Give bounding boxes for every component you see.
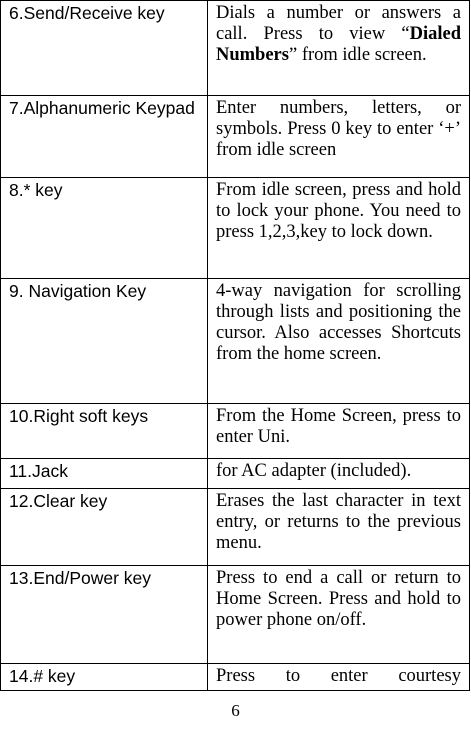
description-text: Dials a number or answers a call. Press to view “ [216, 3, 461, 44]
key-name-cell: 9. Navigation Key [1, 279, 208, 404]
key-description-cell: 4-way navigation for scrolling through lists and positioning the cursor. Also accesses Shortcuts from the home screen. [208, 279, 470, 404]
key-name-cell: 13.End/Power key [1, 566, 208, 664]
key-description-cell: From idle screen, press and hold to lock your phone. You need to press 1,2,3,key to lock down. [208, 178, 470, 279]
table-row [1, 489, 470, 566]
key-description-cell: Press to end a call or return to Home Screen. Press and hold to power phone on/off. [208, 566, 470, 664]
table-row [1, 96, 470, 178]
table-row [1, 664, 470, 691]
key-name-cell: 12.Clear key [1, 489, 208, 566]
key-name-cell: 10.Right soft keys [1, 404, 208, 459]
table-row [1, 404, 470, 459]
table-row [1, 178, 470, 279]
key-name-cell: 11.Jack [1, 459, 208, 489]
table-row [1, 1, 470, 96]
key-description-cell: Enter numbers, letters, or symbols. Press 0 key to enter ‘+’ from idle screen [208, 96, 470, 178]
description-text: ” from idle screen. [288, 45, 427, 65]
table-row [1, 279, 470, 404]
table-row [1, 566, 470, 664]
key-name-cell: 6.Send/Receive key [1, 1, 208, 96]
key-description-cell: From the Home Screen, press to enter Uni. [208, 404, 470, 459]
table-row [1, 459, 470, 489]
page-number: 6 [231, 701, 240, 720]
key-description-cell: Press to enter courtesy [208, 664, 470, 691]
key-name-cell: 14.# key [1, 664, 208, 691]
key-description-cell: Erases the last character in text entry, or returns to the previous menu. [208, 489, 470, 566]
key-name-cell: 7.Alphanumeric Keypad [1, 96, 208, 178]
key-description-cell [208, 1, 470, 96]
dialed-numbers-label: Dialed Numbers [216, 24, 461, 65]
key-description-cell: for AC adapter (included). [208, 459, 470, 489]
key-name-cell: 8.* key [1, 178, 208, 279]
